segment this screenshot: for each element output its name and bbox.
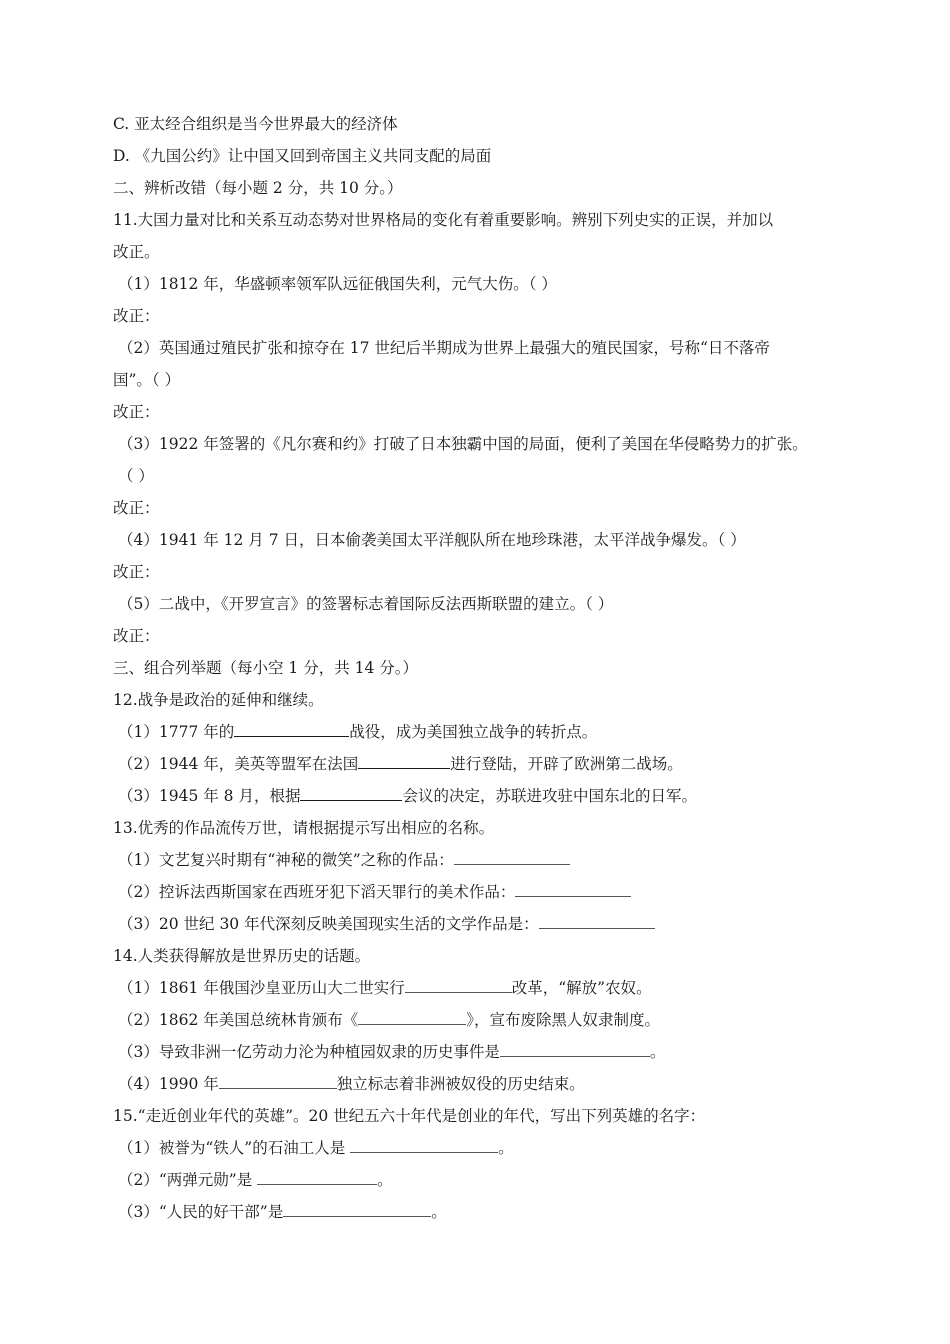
item-text: 会议的决定，苏联进攻驻中国东北的日军。: [402, 787, 697, 805]
answer-blank[interactable]: [539, 914, 655, 929]
question-11-stem-cont: 改正。: [113, 243, 160, 261]
section-3-heading: 三、组合列举题（每小空 1 分，共 14 分。）: [113, 659, 419, 677]
answer-blank[interactable]: [515, 882, 631, 897]
q15-item-2: [118, 1170, 393, 1190]
item-text: （2）“两弹元勋”是: [118, 1171, 258, 1189]
q11-item-5: （5）二战中，《开罗宣言》的签署标志着国际反法西斯联盟的建立。（ ）: [118, 595, 614, 613]
answer-blank[interactable]: [500, 1042, 650, 1057]
correction-label: 改正：: [113, 307, 160, 325]
item-text: （2）1944 年，美英等盟军在法国: [118, 755, 359, 773]
item-text: （1）被誉为“铁人”的石油工人是: [118, 1139, 351, 1157]
question-14-stem: 14.人类获得解放是世界历史的话题。: [113, 947, 371, 965]
option-d: D. 《九国公约》让中国又回到帝国主义共同支配的局面: [113, 147, 492, 165]
answer-blank[interactable]: [405, 978, 512, 993]
item-text: （1）文艺复兴时期有“神秘的微笑”之称的作品：: [118, 851, 454, 869]
q11-item-1: （1）1812 年，华盛顿率领军队远征俄国失利，元气大伤。（ ）: [118, 275, 557, 293]
answer-blank[interactable]: [234, 722, 349, 737]
q13-item-2: [118, 882, 631, 902]
answer-blank[interactable]: [358, 754, 450, 769]
q11-item-2-cont: 国”。（ ）: [113, 371, 181, 389]
q11-item-2: （2）英国通过殖民扩张和掠夺在 17 世纪后半期成为世界上最强大的殖民国家，号称“日不落帝: [118, 339, 770, 357]
q11-item-3-cont: （ ）: [118, 467, 154, 485]
correction-label: 改正：: [113, 627, 160, 645]
item-text: 独立标志着非洲被奴役的历史结束。: [336, 1075, 585, 1093]
q14-item-3: [118, 1042, 665, 1062]
q15-item-1: [118, 1138, 514, 1158]
item-text: 。: [649, 1043, 666, 1061]
item-text: 战役，成为美国独立战争的转折点。: [349, 723, 598, 741]
q14-item-1: [118, 978, 652, 998]
item-text: 。: [377, 1171, 393, 1189]
q13-item-1: [118, 850, 570, 870]
item-text: （3）20 世纪 30 年代深刻反映美国现实生活的文学作品是：: [118, 915, 539, 933]
q12-item-2: [118, 754, 683, 774]
question-11-stem: 11.大国力量对比和关系互动态势对世界格局的变化有着重要影响。辨别下列史实的正误，并加以: [113, 211, 774, 229]
item-text: （2）1862 年美国总统林肯颁布《: [118, 1011, 359, 1029]
item-text: （1）1861 年俄国沙皇亚历山大二世实行: [118, 979, 405, 997]
item-text: 。: [431, 1203, 447, 1221]
item-text: （3）导致非洲一亿劳动力沦为种植园奴隶的历史事件是: [118, 1043, 500, 1061]
item-text: （3）1945 年 8 月，根据: [118, 787, 301, 805]
question-13-stem: 13.优秀的作品流传万世，请根据提示写出相应的名称。: [113, 819, 495, 837]
option-c: C. 亚太经合组织是当今世界最大的经济体: [113, 115, 398, 133]
q14-item-2: [118, 1010, 660, 1030]
item-text: 》，宣布废除黑人奴隶制度。: [466, 1011, 661, 1029]
q13-item-3: [118, 914, 655, 934]
item-text: 改革，“解放”农奴。: [511, 979, 652, 997]
question-15-stem: 15.“走近创业年代的英雄”。20 世纪五六十年代是创业的年代，写出下列英雄的名字：: [113, 1107, 706, 1125]
q12-item-1: [118, 722, 597, 742]
answer-blank[interactable]: [219, 1074, 337, 1089]
item-text: （2）控诉法西斯国家在西班牙犯下滔天罪行的美术作品：: [118, 883, 516, 901]
q15-item-3: [118, 1202, 447, 1222]
item-text: （3）“人民的好干部”是: [118, 1203, 284, 1221]
answer-blank[interactable]: [257, 1170, 377, 1185]
correction-label: 改正：: [113, 563, 160, 581]
section-2-heading: 二、辨析改错（每小题 2 分，共 10 分。）: [113, 179, 403, 197]
item-text: （1）1777 年的: [118, 723, 235, 741]
answer-blank[interactable]: [454, 850, 570, 865]
question-12-stem: 12.战争是政治的延伸和继续。: [113, 691, 324, 709]
item-text: 进行登陆，开辟了欧洲第二战场。: [450, 755, 683, 773]
correction-label: 改正：: [113, 499, 160, 517]
q12-item-3: [118, 786, 697, 806]
answer-blank[interactable]: [300, 786, 402, 801]
q11-item-3: （3）1922 年签署的《凡尔赛和约》打破了日本独霸中国的局面，便利了美国在华侵略势力的扩张。: [118, 435, 808, 453]
item-text: 。: [498, 1139, 514, 1157]
answer-blank[interactable]: [283, 1202, 431, 1217]
answer-blank[interactable]: [358, 1010, 466, 1025]
q11-item-4: （4）1941 年 12 月 7 日，日本偷袭美国太平洋舰队所在地珍珠港，太平洋战争爆发。（ ）: [118, 531, 746, 549]
item-text: （4）1990 年: [118, 1075, 219, 1093]
correction-label: 改正：: [113, 403, 160, 421]
q14-item-4: [118, 1074, 585, 1094]
answer-blank[interactable]: [350, 1138, 498, 1153]
